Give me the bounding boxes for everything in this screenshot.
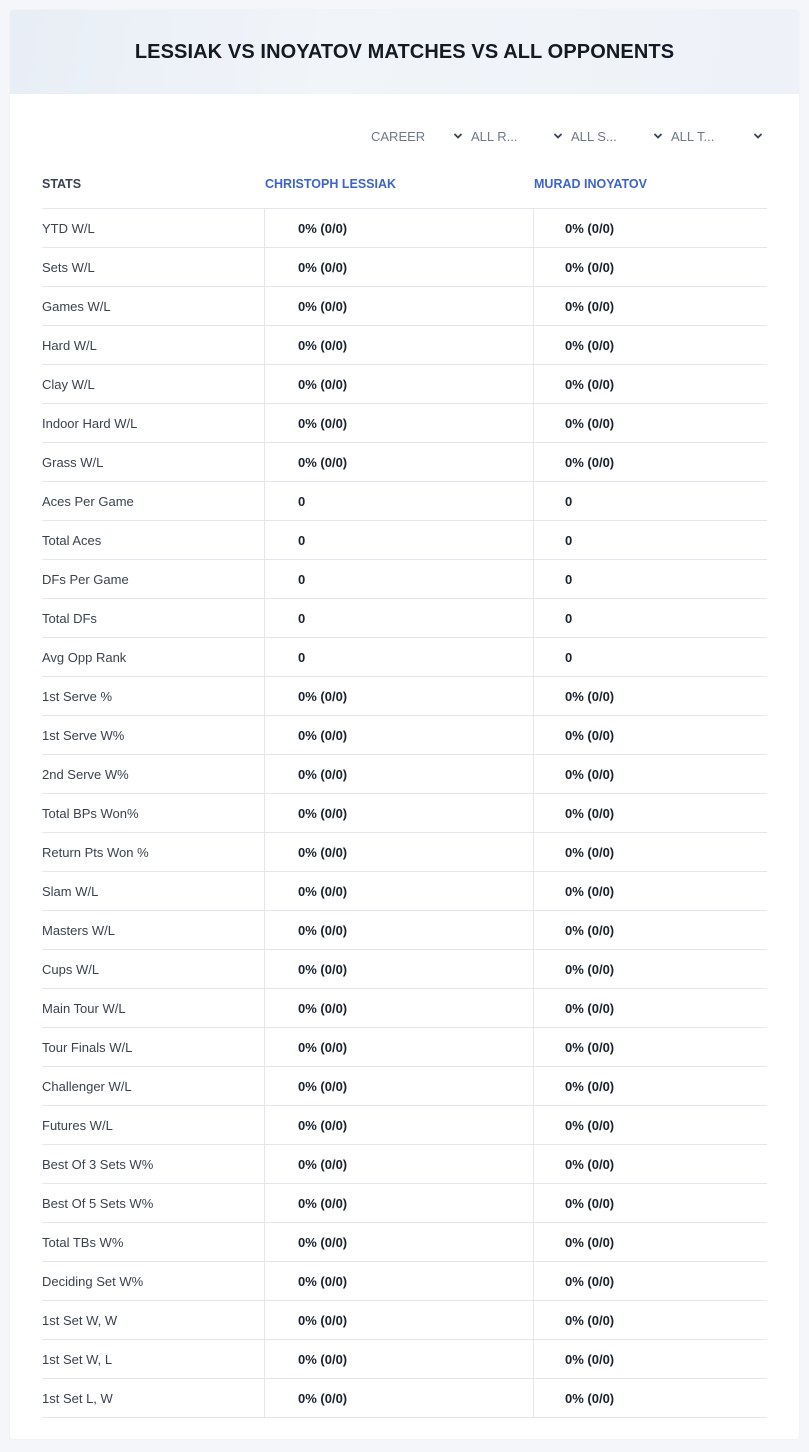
table-row	[42, 1223, 767, 1262]
filter-label: ALL S...	[571, 128, 617, 144]
player1-stat-value: 0% (0/0)	[264, 911, 533, 949]
player2-stat-value: 0% (0/0)	[533, 1145, 767, 1183]
stat-label: Total BPs Won%	[42, 805, 139, 821]
player2-stat-value: 0% (0/0)	[533, 248, 767, 286]
player1-stat-value: 0% (0/0)	[264, 1262, 533, 1300]
table-row	[42, 638, 767, 677]
player2-stat-value: 0	[533, 521, 767, 559]
player1-stat-value: 0% (0/0)	[264, 209, 533, 247]
player2-stat-value: 0	[533, 560, 767, 598]
player2-name-link[interactable]: MURAD INOYATOV	[534, 177, 647, 191]
player1-stat-value: 0% (0/0)	[264, 989, 533, 1027]
table-row	[42, 1301, 767, 1340]
chevron-down-icon	[553, 131, 563, 141]
stat-label: Hard W/L	[42, 337, 97, 353]
player1-stat-value: 0% (0/0)	[264, 287, 533, 325]
stat-label: Challenger W/L	[42, 1078, 132, 1094]
stat-label: Masters W/L	[42, 922, 115, 938]
player2-stat-value: 0% (0/0)	[533, 287, 767, 325]
player1-stat-value: 0% (0/0)	[264, 248, 533, 286]
player1-stat-value: 0	[264, 482, 533, 520]
surface-filter-select[interactable]	[567, 126, 667, 146]
player1-stat-value: 0% (0/0)	[264, 1106, 533, 1144]
stat-label: Deciding Set W%	[42, 1273, 144, 1289]
stat-label: Clay W/L	[42, 376, 95, 392]
player1-stat-value: 0% (0/0)	[264, 404, 533, 442]
stat-label: 1st Set W, W	[42, 1312, 118, 1328]
table-row	[42, 1379, 767, 1418]
player2-stat-value: 0% (0/0)	[533, 755, 767, 793]
table-row	[42, 1184, 767, 1223]
player2-stat-value: 0% (0/0)	[533, 1067, 767, 1105]
stat-label: 1st Serve W%	[42, 727, 125, 743]
player2-stat-value: 0% (0/0)	[533, 1028, 767, 1066]
player1-stat-value: 0	[264, 521, 533, 559]
table-row	[42, 248, 767, 287]
stat-label: Total Aces	[42, 532, 102, 548]
player1-stat-value: 0	[264, 638, 533, 676]
player1-name-link[interactable]: CHRISTOPH LESSIAK	[265, 177, 397, 191]
round-filter-select[interactable]	[467, 126, 567, 146]
stat-label: Avg Opp Rank	[42, 649, 127, 665]
player2-stat-value: 0% (0/0)	[533, 716, 767, 754]
stat-label: Best Of 5 Sets W%	[42, 1195, 154, 1211]
player2-stat-value: 0	[533, 599, 767, 637]
player2-stat-value: 0% (0/0)	[533, 326, 767, 364]
player1-stat-value: 0% (0/0)	[264, 1028, 533, 1066]
stats-column-header: STATS	[42, 177, 82, 191]
table-row	[42, 989, 767, 1028]
filter-label: ALL R...	[471, 128, 518, 144]
stat-label: Return Pts Won %	[42, 844, 149, 860]
table-row	[42, 599, 767, 638]
player2-stat-value: 0% (0/0)	[533, 989, 767, 1027]
player2-stat-value: 0% (0/0)	[533, 209, 767, 247]
table-row	[42, 1106, 767, 1145]
player1-stat-value: 0% (0/0)	[264, 1184, 533, 1222]
chevron-down-icon	[753, 131, 763, 141]
table-row	[42, 1262, 767, 1301]
tournament-filter-select[interactable]	[667, 126, 767, 146]
table-row	[42, 1145, 767, 1184]
table-row	[42, 1067, 767, 1106]
player1-stat-value: 0% (0/0)	[264, 1067, 533, 1105]
stat-label: Cups W/L	[42, 961, 100, 977]
table-row	[42, 950, 767, 989]
card-header	[10, 10, 799, 94]
stat-label: Grass W/L	[42, 454, 104, 470]
player2-stat-value: 0% (0/0)	[533, 950, 767, 988]
table-row	[42, 833, 767, 872]
table-row	[42, 404, 767, 443]
player1-stat-value: 0% (0/0)	[264, 872, 533, 910]
stat-label: Total DFs	[42, 610, 97, 626]
stat-label: Indoor Hard W/L	[42, 415, 138, 431]
player1-stat-value: 0% (0/0)	[264, 443, 533, 481]
filter-label: ALL T...	[671, 128, 715, 144]
stat-label: Tour Finals W/L	[42, 1039, 133, 1055]
filter-label: CAREER	[371, 128, 426, 144]
player2-stat-value: 0% (0/0)	[533, 1379, 767, 1417]
player2-stat-value: 0% (0/0)	[533, 1184, 767, 1222]
player2-stat-value: 0% (0/0)	[533, 872, 767, 910]
table-row	[42, 560, 767, 599]
player1-stat-value: 0% (0/0)	[264, 365, 533, 403]
stat-label: DFs Per Game	[42, 571, 129, 587]
table-row	[42, 1028, 767, 1067]
chevron-down-icon	[453, 131, 463, 141]
player1-stat-value: 0% (0/0)	[264, 794, 533, 832]
player2-stat-value: 0	[533, 482, 767, 520]
table-row	[42, 365, 767, 404]
table-row	[42, 287, 767, 326]
stat-label: Total TBs W%	[42, 1234, 124, 1250]
player2-stat-value: 0% (0/0)	[533, 365, 767, 403]
player2-stat-value: 0% (0/0)	[533, 1106, 767, 1144]
stats-card	[10, 10, 799, 1439]
player1-stat-value: 0% (0/0)	[264, 1145, 533, 1183]
table-row	[42, 1340, 767, 1379]
stat-label: 1st Serve %	[42, 688, 113, 704]
player1-stat-value: 0% (0/0)	[264, 833, 533, 871]
player2-stat-value: 0% (0/0)	[533, 443, 767, 481]
stat-label: Best Of 3 Sets W%	[42, 1156, 154, 1172]
player2-stat-value: 0	[533, 638, 767, 676]
stat-label: Slam W/L	[42, 883, 99, 899]
player1-stat-value: 0	[264, 599, 533, 637]
stat-label: 1st Set W, L	[42, 1351, 113, 1367]
stat-label: Games W/L	[42, 298, 111, 314]
player1-stat-value: 0% (0/0)	[264, 755, 533, 793]
player1-stat-value: 0% (0/0)	[264, 1301, 533, 1339]
player2-stat-value: 0% (0/0)	[533, 833, 767, 871]
table-row	[42, 482, 767, 521]
table-row	[42, 326, 767, 365]
stat-label: Futures W/L	[42, 1117, 113, 1133]
table-body	[42, 209, 767, 1418]
player2-stat-value: 0% (0/0)	[533, 677, 767, 715]
table-row	[42, 677, 767, 716]
player2-stat-value: 0% (0/0)	[533, 1262, 767, 1300]
player2-stat-value: 0% (0/0)	[533, 911, 767, 949]
filter-bar	[367, 126, 767, 146]
table-row	[42, 209, 767, 248]
chevron-down-icon	[653, 131, 663, 141]
player1-stat-value: 0% (0/0)	[264, 677, 533, 715]
player1-stat-value: 0% (0/0)	[264, 326, 533, 364]
player2-stat-value: 0% (0/0)	[533, 794, 767, 832]
stat-label: YTD W/L	[42, 220, 95, 236]
table-header	[42, 160, 767, 209]
stat-label: Main Tour W/L	[42, 1000, 126, 1016]
player1-stat-value: 0% (0/0)	[264, 1223, 533, 1261]
career-filter-select[interactable]	[367, 126, 467, 146]
stat-label: Aces Per Game	[42, 493, 134, 509]
player1-stat-value: 0% (0/0)	[264, 1379, 533, 1417]
table-row	[42, 911, 767, 950]
table-row	[42, 755, 767, 794]
player1-stat-value: 0% (0/0)	[264, 716, 533, 754]
table-row	[42, 521, 767, 560]
player1-stat-value: 0% (0/0)	[264, 950, 533, 988]
stat-label: 2nd Serve W%	[42, 766, 129, 782]
table-row	[42, 443, 767, 482]
stat-label: 1st Set L, W	[42, 1390, 113, 1406]
player2-stat-value: 0% (0/0)	[533, 1340, 767, 1378]
table-row	[42, 716, 767, 755]
player2-stat-value: 0% (0/0)	[533, 1223, 767, 1261]
player2-stat-value: 0% (0/0)	[533, 1301, 767, 1339]
player2-stat-value: 0% (0/0)	[533, 404, 767, 442]
stats-table	[42, 160, 767, 1418]
table-row	[42, 872, 767, 911]
table-row	[42, 794, 767, 833]
player1-stat-value: 0	[264, 560, 533, 598]
stat-label: Sets W/L	[42, 259, 95, 275]
player1-stat-value: 0% (0/0)	[264, 1340, 533, 1378]
page-title: LESSIAK VS INOYATOV MATCHES VS ALL OPPONENTS	[134, 40, 675, 63]
